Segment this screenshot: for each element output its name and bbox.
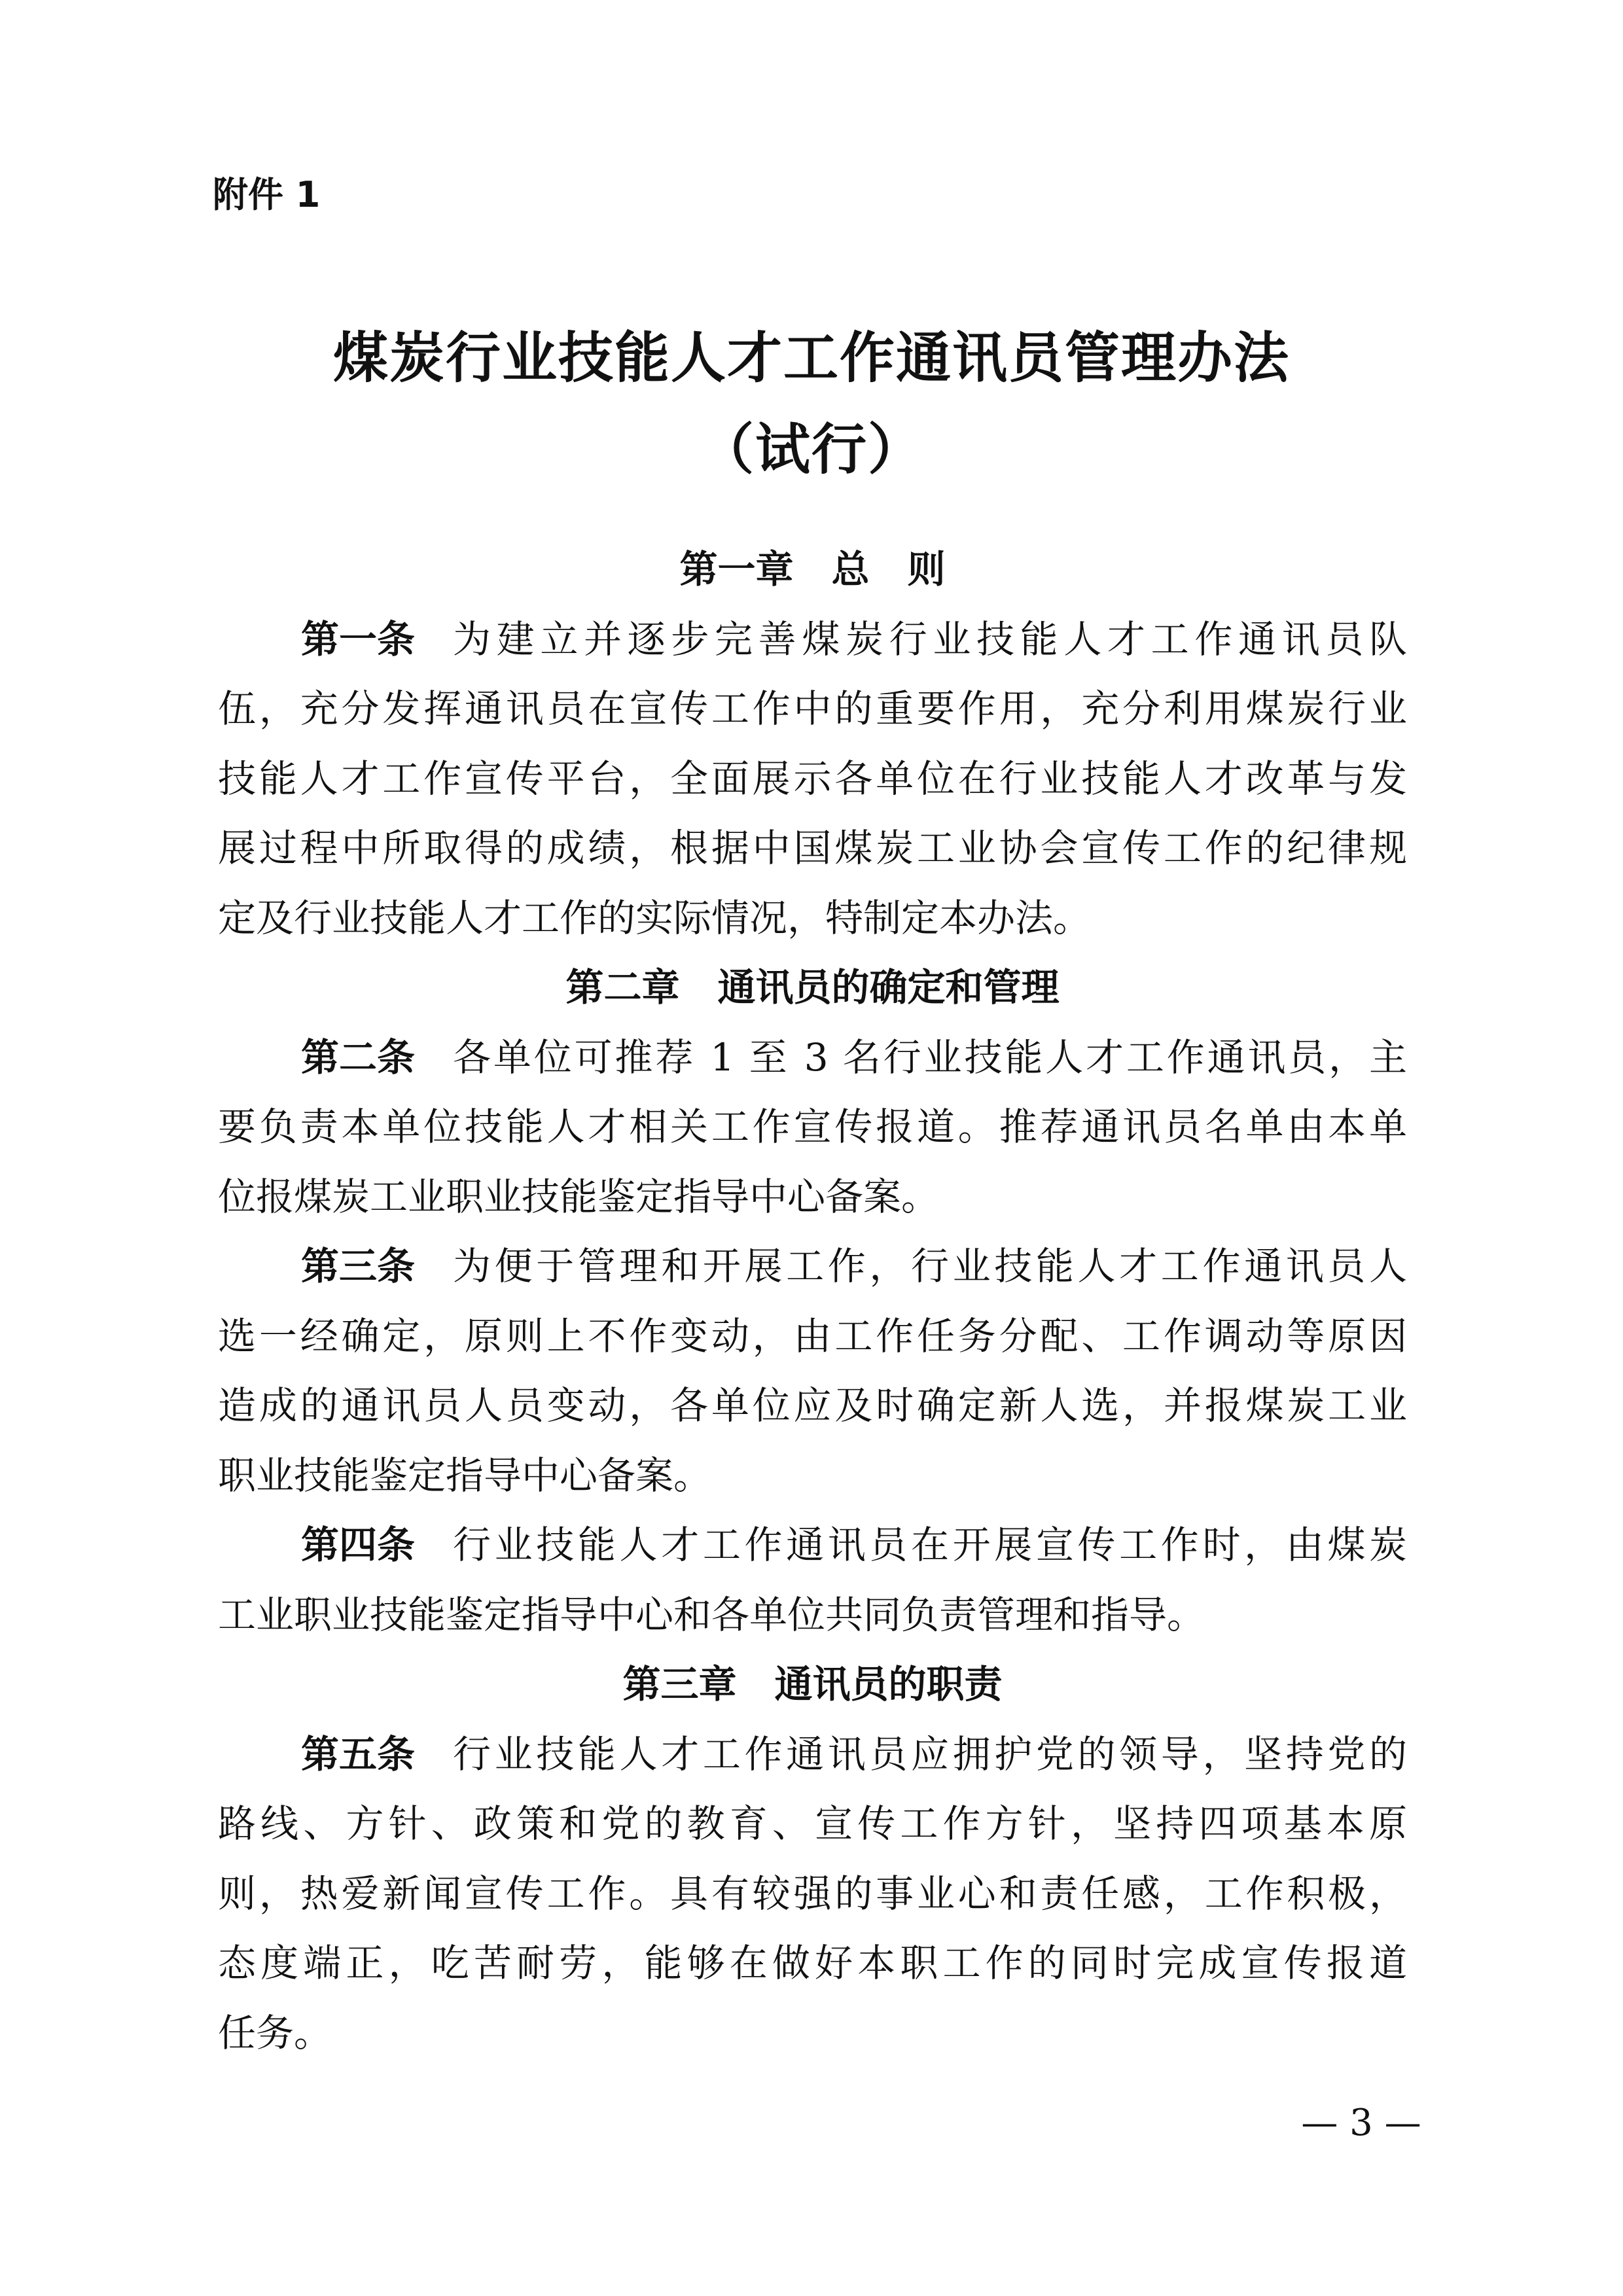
paragraph-line [218, 1301, 1407, 1371]
paragraph-line [218, 1441, 1407, 1511]
chapter-name: 通讯员的确定和管理 [717, 965, 1060, 1010]
paragraph-line [218, 1928, 1407, 1998]
chapter-heading [218, 953, 1407, 1023]
chapter-name: 总 则 [831, 547, 946, 592]
article-text: 技能人才工作宣传平台，全面展示各单位在行业技能人才改革与发 [218, 756, 1407, 801]
paragraph-line [218, 1510, 1407, 1580]
paragraph-line [218, 1859, 1407, 1929]
article-text: 为便于管理和开展工作，行业技能人才工作通讯员人 [453, 1244, 1407, 1288]
article-text: 工业职业技能鉴定指导中心和各单位共同负责管理和指导。 [218, 1592, 1205, 1637]
article-label: 第五条 [301, 1731, 416, 1776]
paragraph-line [218, 674, 1407, 744]
article-text: 职业技能鉴定指导中心备案。 [218, 1453, 712, 1498]
article-text: 行业技能人才工作通讯员应拥护党的领导，坚持党的 [453, 1731, 1407, 1776]
chapter-heading [218, 535, 1407, 605]
article-text: 为建立并逐步完善煤炭行业技能人才工作通讯员队 [453, 616, 1407, 662]
article-text: 选一经确定，原则上不作变动，由工作任务分配、工作调动等原因 [218, 1313, 1407, 1358]
paragraph-line [218, 1789, 1407, 1859]
paragraph-line [218, 744, 1407, 814]
chapter-heading [218, 1650, 1407, 1720]
paragraph-line [218, 1231, 1407, 1301]
paragraph-line [218, 1092, 1407, 1162]
article-text: 造成的通讯员人员变动，各单位应及时确定新人选，并报煤炭工业 [218, 1383, 1407, 1428]
article-text: 则，热爱新闻宣传工作。具有较强的事业心和责任感，工作积极， [218, 1871, 1407, 1916]
article-text: 展过程中所取得的成绩，根据中国煤炭工业协会宣传工作的纪律规 [218, 826, 1407, 870]
paragraph-line [218, 1023, 1407, 1093]
attachment-label: 附件 1 [213, 174, 321, 215]
article-text: 态度端正，吃苦耐劳，能够在做好本职工作的同时完成宣传报道 [218, 1941, 1407, 1985]
paragraph-line [218, 813, 1407, 883]
article-text: 定及行业技能人才工作的实际情况，特制定本办法。 [218, 895, 1092, 940]
article-text: 行业技能人才工作通讯员在开展宣传工作时，由煤炭 [453, 1523, 1407, 1567]
paragraph-line [218, 1162, 1407, 1232]
article-text: 伍，充分发挥通讯员在宣传工作中的重要作用，充分利用煤炭行业 [218, 686, 1407, 731]
paragraph-line [218, 883, 1407, 953]
article-text: 任务。 [218, 2010, 332, 2055]
article-label: 第三条 [301, 1244, 416, 1288]
document-subtitle: （试行） [698, 417, 924, 482]
chapter-number: 第二章 [565, 965, 680, 1010]
chapter-name: 通讯员的职责 [774, 1662, 1003, 1706]
document-body [218, 535, 1407, 2068]
chapter-number: 第一章 [679, 547, 794, 592]
chapter-number: 第三章 [622, 1662, 737, 1706]
paragraph-line [218, 1998, 1407, 2068]
article-label: 第四条 [301, 1523, 416, 1567]
article-label: 第一条 [301, 616, 416, 662]
document-title: 煤炭行业技能人才工作通讯员管理办法 [332, 325, 1290, 390]
article-label: 第二条 [301, 1034, 416, 1080]
paragraph-line [218, 605, 1407, 675]
article-text: 各单位可推荐 1 至 3 名行业技能人才工作通讯员，主 [453, 1034, 1407, 1080]
paragraph-line [218, 1720, 1407, 1790]
page-number: — 3 — [1301, 2102, 1421, 2144]
article-text: 要负责本单位技能人才相关工作宣传报道。推荐通讯员名单由本单 [218, 1104, 1407, 1149]
paragraph-line [218, 1371, 1407, 1441]
article-text: 位报煤炭工业职业技能鉴定指导中心备案。 [218, 1174, 940, 1219]
paragraph-line [218, 1580, 1407, 1650]
article-text: 路线、方针、政策和党的教育、宣传工作方针，坚持四项基本原 [218, 1801, 1407, 1846]
